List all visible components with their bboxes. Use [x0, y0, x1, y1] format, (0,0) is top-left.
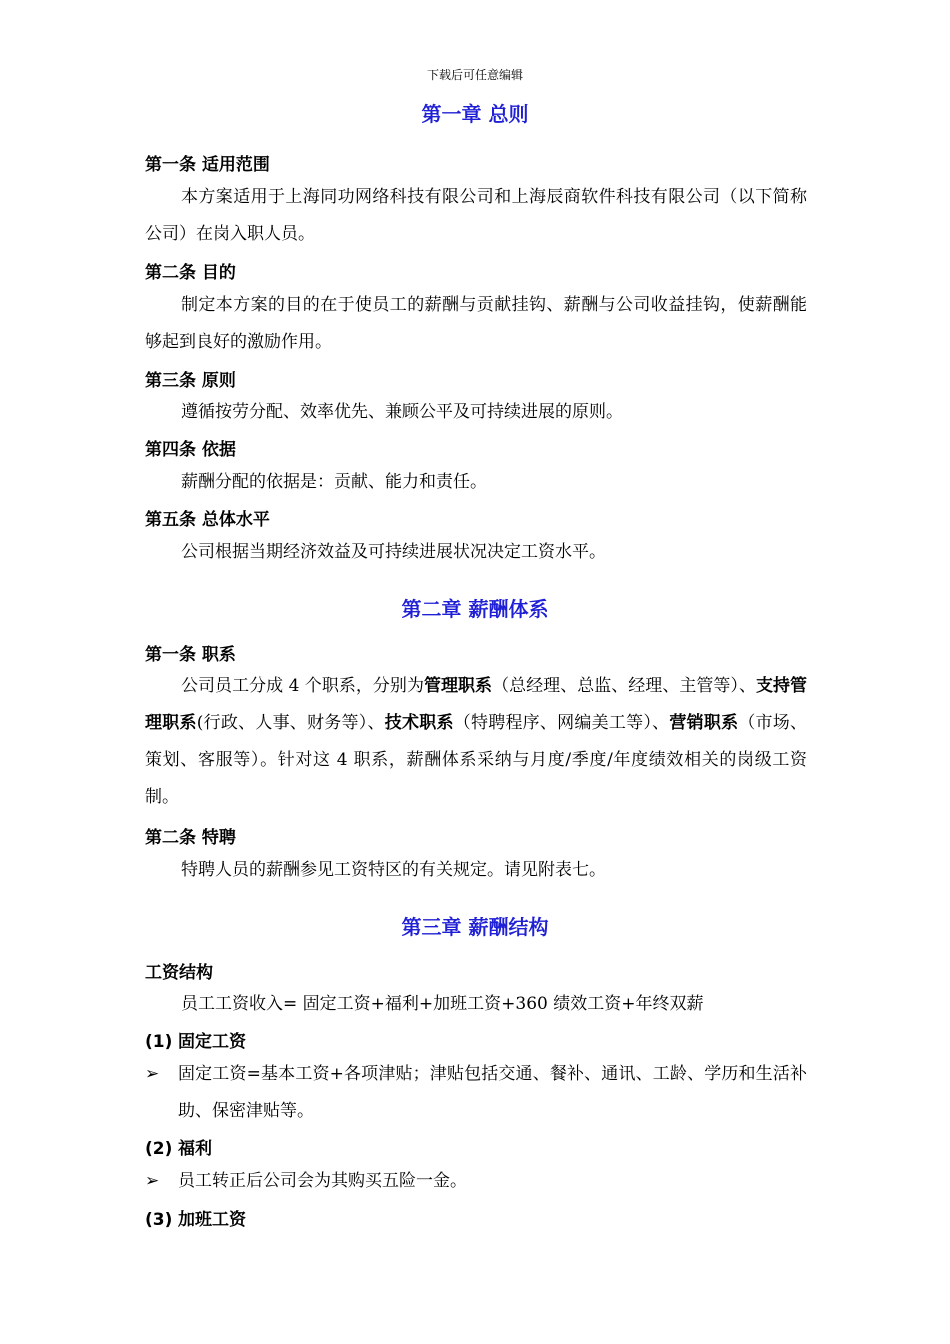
- sub-heading: [145, 1134, 212, 1159]
- article-text: 特聘人员的薪酬参见工资特区的有关规定。请见附表七。: [181, 860, 606, 880]
- text-segment: （特聘程序、网编美工等）、: [453, 713, 670, 733]
- section-heading: 工资结构: [145, 963, 213, 983]
- sub-label: 福利: [178, 1139, 212, 1159]
- sub-heading: [145, 1205, 246, 1230]
- article-text: 薪酬分配的依据是：贡献、能力和责任。: [181, 472, 487, 492]
- text-segment: 公司员工分成 4 个职系，分别为: [181, 676, 424, 696]
- article-text: 公司根据当期经济效益及可持续进展状况决定工资水平。: [181, 542, 606, 562]
- sub-number: (3): [145, 1210, 173, 1230]
- article-heading: 第二条 特聘: [145, 828, 236, 848]
- sub-number: (1): [145, 1032, 173, 1052]
- bullet-text: 员工转正后公司会为其购买五险一金。: [178, 1171, 467, 1191]
- article-heading: 第四条 依据: [145, 440, 236, 460]
- article-text: 本方案适用于上海同功网络科技有限公司和上海辰商软件科技有限公司（以下简称公司）在岗入职人员。: [145, 187, 807, 244]
- sub-number: (2): [145, 1139, 173, 1159]
- article-heading: 第三条 原则: [145, 371, 236, 391]
- text-segment: （市场、策划、客服等）。针对这 4 职系，薪酬体系采纳与月度/季度/年度绩效相关的岗级工资制。: [145, 713, 808, 807]
- article-text: 遵循按劳分配、效率优先、兼顾公平及可持续进展的原则。: [181, 402, 623, 422]
- text-segment: (行政、人事、财务等）、: [196, 713, 385, 733]
- bullet-text: 固定工资=基本工资+各项津贴；津贴包括交通、餐补、通讯、工龄、学历和生活补助、保密津贴等。: [178, 1064, 807, 1121]
- chapter-title-1: 第一章 总则: [421, 102, 529, 126]
- article-heading: 第一条 适用范围: [145, 155, 270, 175]
- bold-term: 支持管理职系: [145, 676, 808, 733]
- bold-term: 技术职系: [384, 713, 454, 733]
- article-text: 制定本方案的目的在于使员工的薪酬与贡献挂钩、薪酬与公司收益挂钩，使薪酬能够起到良好的激励作用。: [145, 295, 807, 352]
- article-heading: 第二条 目的: [145, 263, 236, 283]
- sub-label: 固定工资: [178, 1032, 246, 1052]
- article-text-job-series: [145, 668, 807, 816]
- chapter-title-3: 第三章 薪酬结构: [401, 915, 549, 939]
- salary-formula: 员工工资收入= 固定工资+福利+加班工资+360 绩效工资+年终双薪: [181, 994, 704, 1014]
- sub-label: 加班工资: [178, 1210, 246, 1230]
- bullet-item: [145, 1163, 807, 1200]
- chapter-title-2: 第二章 薪酬体系: [401, 597, 549, 621]
- text-segment: （总经理、总监、经理、主管等）、: [492, 676, 756, 696]
- sub-heading: [145, 1027, 246, 1052]
- article-heading: 第五条 总体水平: [145, 510, 270, 530]
- bullet-item: [145, 1056, 807, 1130]
- arrow-bullet-icon: ➢: [145, 1171, 160, 1191]
- article-heading: 第一条 职系: [145, 645, 236, 665]
- bold-term: 营销职系: [669, 713, 739, 733]
- page-header: 下载后可任意编辑: [426, 68, 523, 82]
- arrow-bullet-icon: ➢: [145, 1064, 160, 1084]
- bold-term: 管理职系: [423, 676, 493, 696]
